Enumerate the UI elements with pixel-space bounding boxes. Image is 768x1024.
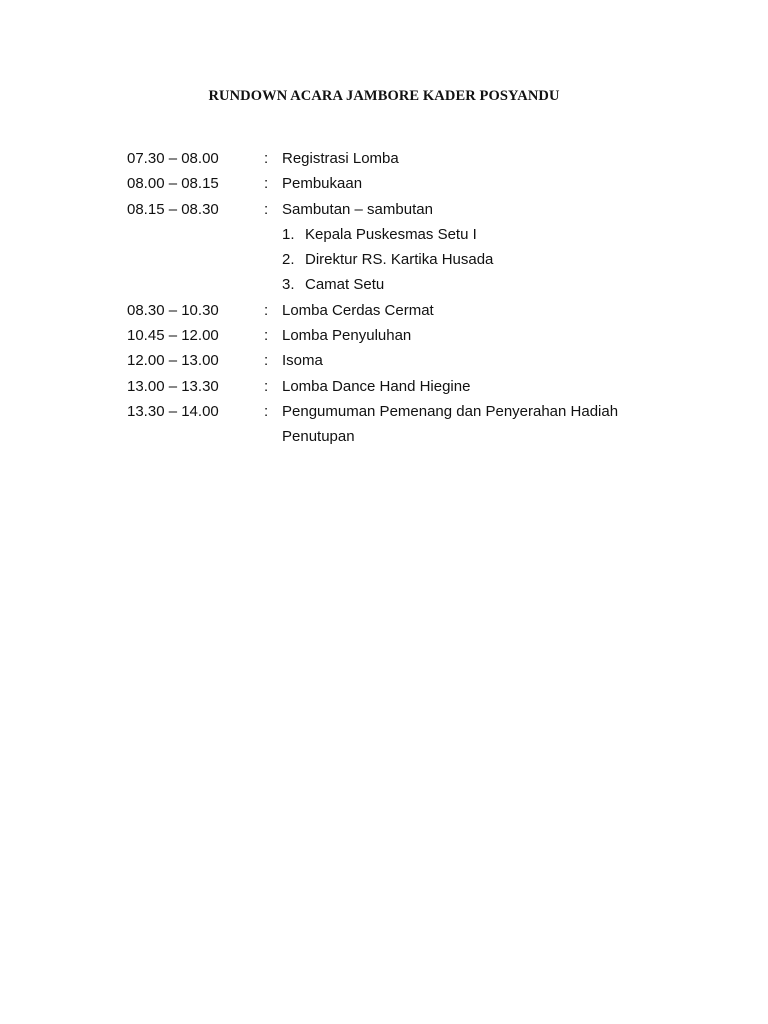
schedule-row — [127, 300, 687, 325]
speaker-number: 3. — [282, 276, 295, 294]
speaker-list-item — [127, 274, 687, 299]
schedule-activity: Lomba Dance Hand Hiegine — [282, 377, 471, 395]
schedule-time: 10.45 – 12.00 — [127, 327, 219, 345]
speaker-number: 1. — [282, 225, 295, 243]
schedule-time: 12.00 – 13.00 — [127, 352, 219, 370]
schedule-activity: Lomba Penyuluhan — [282, 327, 412, 345]
document-title: RUNDOWN ACARA JAMBORE KADER POSYANDU — [208, 88, 560, 104]
schedule-activity: Registrasi Lomba — [282, 150, 399, 167]
schedule-time: 07.30 – 08.00 — [127, 150, 219, 167]
schedule-row — [127, 199, 687, 224]
schedule-row — [127, 350, 687, 375]
schedule-row — [127, 325, 687, 350]
separator: : — [264, 352, 269, 370]
schedule-list — [127, 148, 687, 452]
schedule-row — [127, 401, 687, 426]
schedule-activity: Pengumuman Pemenang dan Penyerahan Hadiah — [282, 402, 619, 420]
schedule-time: 08.00 – 08.15 — [127, 175, 219, 193]
separator: : — [264, 175, 269, 193]
schedule-time: 08.15 – 08.30 — [127, 200, 219, 218]
schedule-activity: Pembukaan — [282, 175, 363, 193]
schedule-activity: Sambutan – sambutan — [282, 200, 433, 218]
separator: : — [264, 150, 269, 167]
schedule-row — [127, 148, 687, 173]
schedule-row — [127, 376, 687, 401]
separator: : — [264, 200, 269, 218]
separator: : — [264, 327, 269, 345]
schedule-activity: Lomba Cerdas Cermat — [282, 301, 434, 319]
schedule-time: 13.30 – 14.00 — [127, 402, 219, 420]
speaker-list-item — [127, 224, 687, 249]
speaker-number: 2. — [282, 251, 295, 269]
separator: : — [264, 301, 269, 319]
separator: : — [264, 377, 269, 395]
separator: : — [264, 402, 269, 420]
schedule-time: 08.30 – 10.30 — [127, 301, 219, 319]
schedule-row — [127, 173, 687, 198]
closing-activity: Penutupan — [282, 428, 355, 446]
closing-row — [127, 426, 687, 451]
speaker-name: Kepala Puskesmas Setu I — [305, 225, 477, 243]
speaker-name: Camat Setu — [305, 276, 385, 294]
speaker-list-item — [127, 249, 687, 274]
speaker-name: Direktur RS. Kartika Husada — [305, 251, 494, 269]
schedule-time: 13.00 – 13.30 — [127, 377, 219, 395]
schedule-activity: Isoma — [282, 352, 323, 370]
